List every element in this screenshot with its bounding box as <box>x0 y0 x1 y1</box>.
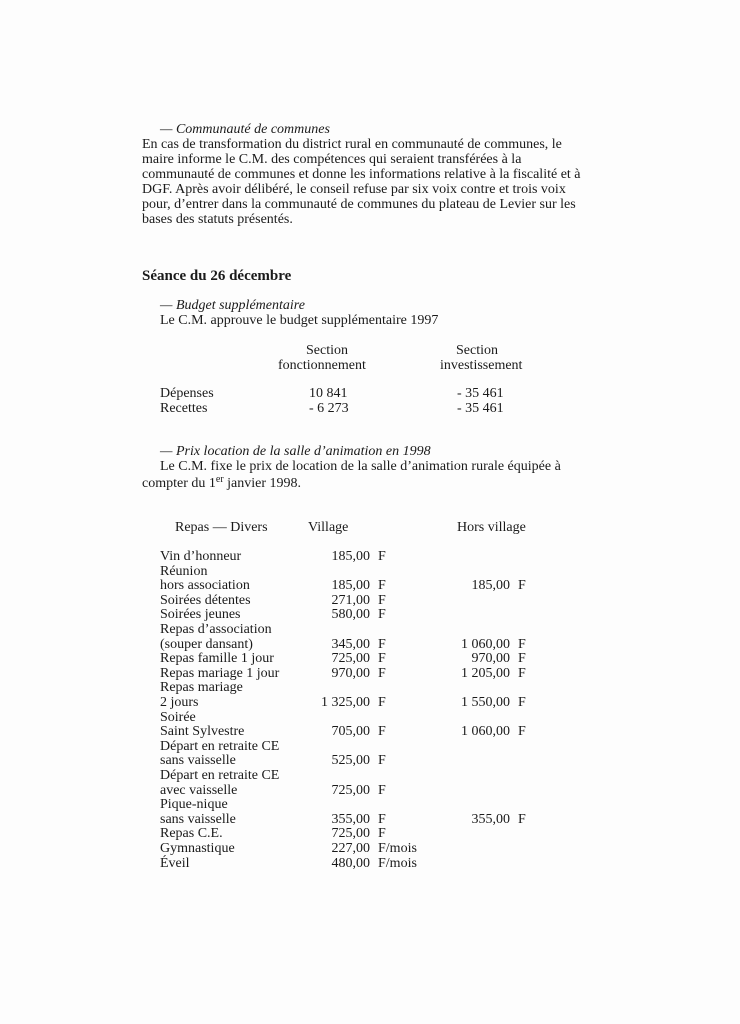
tarif-village-unit: F/mois <box>378 841 417 856</box>
tarifs-header-hors: Hors village <box>457 520 526 535</box>
tarif-label: Soirée <box>160 710 196 725</box>
tarif-hors-value: 1 060,00 <box>461 724 510 739</box>
prix-line: Le C.M. fixe le prix de location de la salle d’animation rurale équipée à <box>160 459 561 474</box>
tarif-label: Vin d’honneur <box>160 549 242 564</box>
tarif-hors-value: 1 550,00 <box>461 695 510 710</box>
tarif-label: Gymnastique <box>160 841 235 856</box>
budget-col2-header: investissement <box>440 358 523 373</box>
tarif-label: Repas C.E. <box>160 826 223 841</box>
tarif-label: Pique-nique <box>160 797 228 812</box>
communaute-line: pour, d’entrer dans la communauté de communes du plateau de Levier sur les <box>142 197 576 212</box>
communaute-line: bases des statuts présentés. <box>142 212 293 227</box>
tarif-village-unit: F <box>378 637 386 652</box>
tarif-label: Repas mariage <box>160 680 243 695</box>
tarif-village-unit: F <box>378 651 386 666</box>
tarif-village-value: 355,00 <box>331 812 370 827</box>
prix-line <box>142 476 301 492</box>
tarif-village-unit: F <box>378 666 386 681</box>
tarif-village-value: 185,00 <box>331 549 370 564</box>
communaute-line: maire informe le C.M. des compétences qui seraient transférées à la <box>142 152 522 167</box>
tarif-hors-unit: F <box>518 578 526 593</box>
budget-fonctionnement-value: 10 841 <box>309 386 348 401</box>
tarif-village-value: 525,00 <box>331 753 370 768</box>
budget-row-label: Recettes <box>160 401 208 416</box>
communaute-heading: — Communauté de communes <box>160 122 330 137</box>
communaute-line: DGF. Après avoir délibéré, le conseil refuse par six voix contre et trois voix <box>142 182 566 197</box>
tarif-label: sans vaisselle <box>160 812 236 827</box>
tarif-village-unit: F <box>378 549 386 564</box>
tarif-hors-unit: F <box>518 695 526 710</box>
tarif-village-value: 480,00 <box>331 856 370 871</box>
tarif-village-value: 345,00 <box>331 637 370 652</box>
tarif-village-unit: F <box>378 607 386 622</box>
tarif-village-value: 271,00 <box>331 593 370 608</box>
tarifs-header-village: Village <box>308 520 349 535</box>
tarif-village-unit: F <box>378 753 386 768</box>
prix-heading: — Prix location de la salle d’animation en 1998 <box>160 444 431 459</box>
seance-title: Séance du 26 décembre <box>142 268 292 284</box>
tarif-label: Départ en retraite CE <box>160 768 280 783</box>
tarif-hors-unit: F <box>518 724 526 739</box>
budget-col1-header: fonctionnement <box>278 358 366 373</box>
tarif-village-unit: F <box>378 578 386 593</box>
budget-investissement-value: - 35 461 <box>457 401 504 416</box>
tarif-label: hors association <box>160 578 250 593</box>
budget-col1-header: Section <box>306 343 348 358</box>
tarif-village-value: 725,00 <box>331 783 370 798</box>
tarif-village-unit: F <box>378 593 386 608</box>
tarif-label: Repas d’association <box>160 622 272 637</box>
tarif-label: (souper dansant) <box>160 637 253 652</box>
tarif-hors-value: 1 205,00 <box>461 666 510 681</box>
tarif-label: Départ en retraite CE <box>160 739 280 754</box>
tarif-label: Réunion <box>160 564 208 579</box>
tarif-hors-unit: F <box>518 666 526 681</box>
tarif-hors-unit: F <box>518 651 526 666</box>
prix-line-start: compter du 1 <box>142 476 216 491</box>
tarif-hors-value: 355,00 <box>471 812 510 827</box>
tarif-hors-value: 970,00 <box>471 651 510 666</box>
tarif-village-value: 725,00 <box>331 826 370 841</box>
budget-fonctionnement-value: - 6 273 <box>309 401 349 416</box>
tarif-hors-unit: F <box>518 637 526 652</box>
prix-line-superscript: er <box>215 474 224 485</box>
budget-col2-header: Section <box>456 343 498 358</box>
tarif-label: Saint Sylvestre <box>160 724 245 739</box>
tarif-village-value: 705,00 <box>331 724 370 739</box>
tarif-label: avec vaisselle <box>160 783 238 798</box>
tarif-village-value: 227,00 <box>331 841 370 856</box>
tarif-village-unit: F/mois <box>378 856 417 871</box>
budget-heading: — Budget supplémentaire <box>160 298 305 313</box>
tarif-hors-value: 1 060,00 <box>461 637 510 652</box>
tarif-label: Soirées jeunes <box>160 607 241 622</box>
tarif-village-value: 970,00 <box>331 666 370 681</box>
tarif-village-value: 580,00 <box>331 607 370 622</box>
tarif-village-unit: F <box>378 724 386 739</box>
communaute-line: communauté de communes et donne les informations relative à la fiscalité et à <box>142 167 581 182</box>
tarif-label: Soirées détentes <box>160 593 251 608</box>
tarif-label: 2 jours <box>160 695 199 710</box>
tarif-label: Repas mariage 1 jour <box>160 666 280 681</box>
tarif-label: Éveil <box>160 856 190 871</box>
tarif-label: Repas famille 1 jour <box>160 651 274 666</box>
budget-text: Le C.M. approuve le budget supplémentaire 1997 <box>160 313 439 328</box>
budget-investissement-value: - 35 461 <box>457 386 504 401</box>
tarif-village-unit: F <box>378 812 386 827</box>
tarif-hors-unit: F <box>518 812 526 827</box>
prix-line-end: janvier 1998. <box>223 476 302 491</box>
communaute-line: En cas de transformation du district rural en communauté de communes, le <box>142 137 562 152</box>
tarif-hors-value: 185,00 <box>471 578 510 593</box>
tarif-village-value: 185,00 <box>331 578 370 593</box>
tarif-village-value: 1 325,00 <box>321 695 370 710</box>
tarifs-header-label: Repas — Divers <box>175 520 268 535</box>
tarif-village-unit: F <box>378 783 386 798</box>
tarif-village-unit: F <box>378 826 386 841</box>
tarif-village-unit: F <box>378 695 386 710</box>
tarif-village-value: 725,00 <box>331 651 370 666</box>
budget-row-label: Dépenses <box>160 386 214 401</box>
tarif-label: sans vaisselle <box>160 753 236 768</box>
